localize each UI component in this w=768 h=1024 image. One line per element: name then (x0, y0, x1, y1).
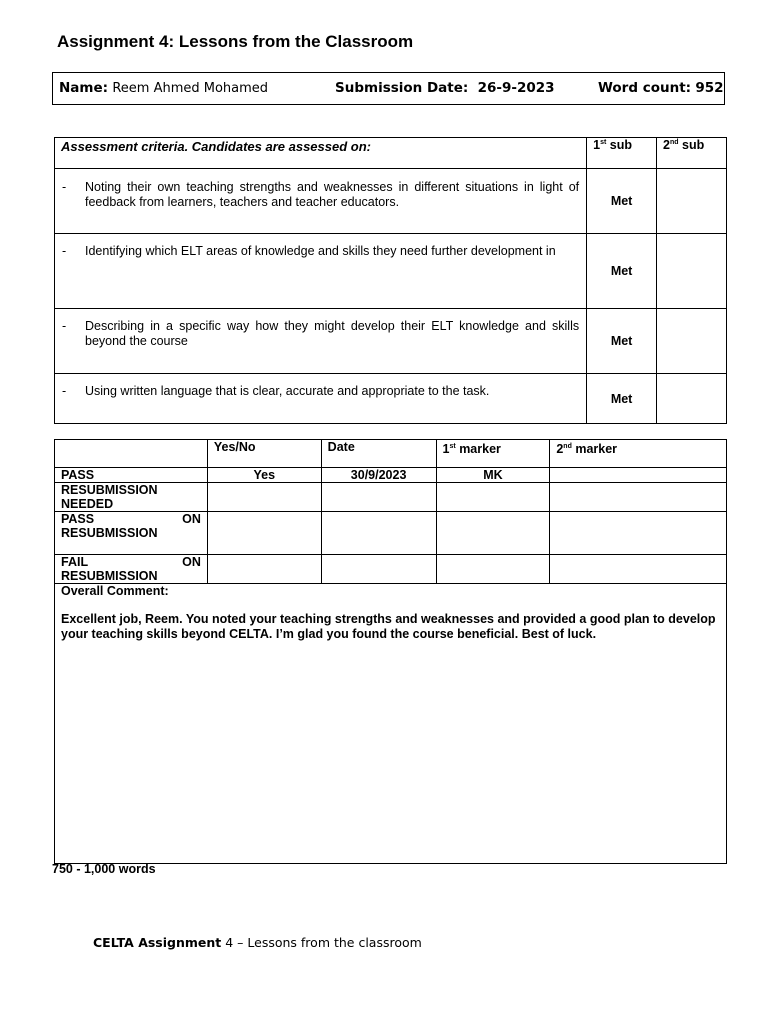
criterion-text: Using written language that is clear, accurate and appropriate to the task. (85, 384, 490, 398)
word-count-value: 952 (695, 80, 724, 96)
resubmission-needed-row (55, 483, 727, 512)
second-sub-result (657, 309, 727, 374)
submission-date-label: Submission Date: (335, 80, 469, 96)
pass-date: 30/9/2023 (321, 468, 436, 483)
pass-row (55, 468, 727, 483)
criterion-text: Describing in a specific way how they might develop their ELT knowledge and skills beyond the course (85, 319, 580, 348)
criterion-cell: - Noting their own teaching strengths and weaknesses in different situations in light of feedback from learners, teachers and teacher educators. (55, 169, 587, 234)
fail-on-resubmission-label: FAIL ON RESUBMISSION (55, 555, 208, 584)
criterion-cell: - Using written language that is clear, accurate and appropriate to the task. (55, 374, 587, 424)
criteria-row (55, 309, 727, 374)
first-sub-header: 1st sub (587, 138, 657, 169)
resubmission-needed-label: RESUBMISSION NEEDED (55, 483, 208, 512)
result-header-row (55, 440, 727, 468)
footer-text: 4 – Lessons from the classroom (221, 935, 422, 950)
pass-on-resubmission-row (55, 512, 727, 555)
second-sub-result (657, 234, 727, 309)
criteria-header-row (55, 138, 727, 169)
second-sub-result (657, 374, 727, 424)
result-table (54, 439, 727, 864)
fail-on-resubmission-row (55, 555, 727, 584)
first-marker-header: 1st marker (436, 440, 550, 468)
candidate-info-box (52, 72, 725, 105)
second-sub-header: 2nd sub (657, 138, 727, 169)
word-count-field (598, 80, 724, 96)
submission-date-value: 26-9-2023 (477, 80, 555, 96)
date-header: Date (321, 440, 436, 468)
criterion-text: Noting their own teaching strengths and weaknesses in different situations in light of feedback from learners, teachers and teacher educators. (85, 180, 580, 209)
second-sub-result (657, 169, 727, 234)
criterion-text: Identifying which ELT areas of knowledge and skills they need further development in (85, 244, 556, 258)
first-sub-result: Met (587, 234, 657, 309)
word-limit-note: 750 - 1,000 words (52, 862, 156, 876)
first-sub-result: Met (587, 309, 657, 374)
criterion-cell: - Describing in a specific way how they might develop their ELT knowledge and skills beyond the course (55, 309, 587, 374)
pass-on-resubmission-label: PASS ON RESUBMISSION (55, 512, 208, 555)
pass-first-marker: MK (436, 468, 550, 483)
criteria-row (55, 234, 727, 309)
overall-comment-label: Overall Comment: (61, 584, 169, 598)
yes-no-header: Yes/No (207, 440, 321, 468)
page-title: Assignment 4: Lessons from the Classroom (57, 32, 414, 51)
overall-comment-cell (55, 584, 727, 864)
second-marker-header: 2nd marker (550, 440, 727, 468)
first-sub-result: Met (587, 374, 657, 424)
criteria-row (55, 169, 727, 234)
overall-comment-row (55, 584, 727, 864)
overall-comment-text: Excellent job, Reem. You noted your teaching strengths and weaknesses and provided a good plan to develop your teaching skills beyond CELTA. I’m glad you found the course beneficial. Best of luck. (61, 612, 716, 641)
name-label: Name: (59, 80, 109, 96)
criteria-header: Assessment criteria. Candidates are assessed on: (55, 138, 587, 169)
criteria-row (55, 374, 727, 424)
pass-yes-no: Yes (207, 468, 321, 483)
page-footer (93, 935, 422, 950)
pass-label: PASS (55, 468, 208, 483)
name-field (59, 80, 268, 96)
criterion-cell: - Identifying which ELT areas of knowledge and skills they need further development in (55, 234, 587, 309)
pass-second-marker (550, 468, 727, 483)
blank-header-cell (55, 440, 208, 468)
first-sub-result: Met (587, 169, 657, 234)
word-count-label: Word count: (598, 80, 692, 96)
assessment-criteria-table (54, 137, 727, 424)
submission-date-field (335, 80, 555, 96)
name-value: Reem Ahmed Mohamed (112, 81, 269, 96)
footer-bold-text: CELTA Assignment (93, 935, 222, 950)
